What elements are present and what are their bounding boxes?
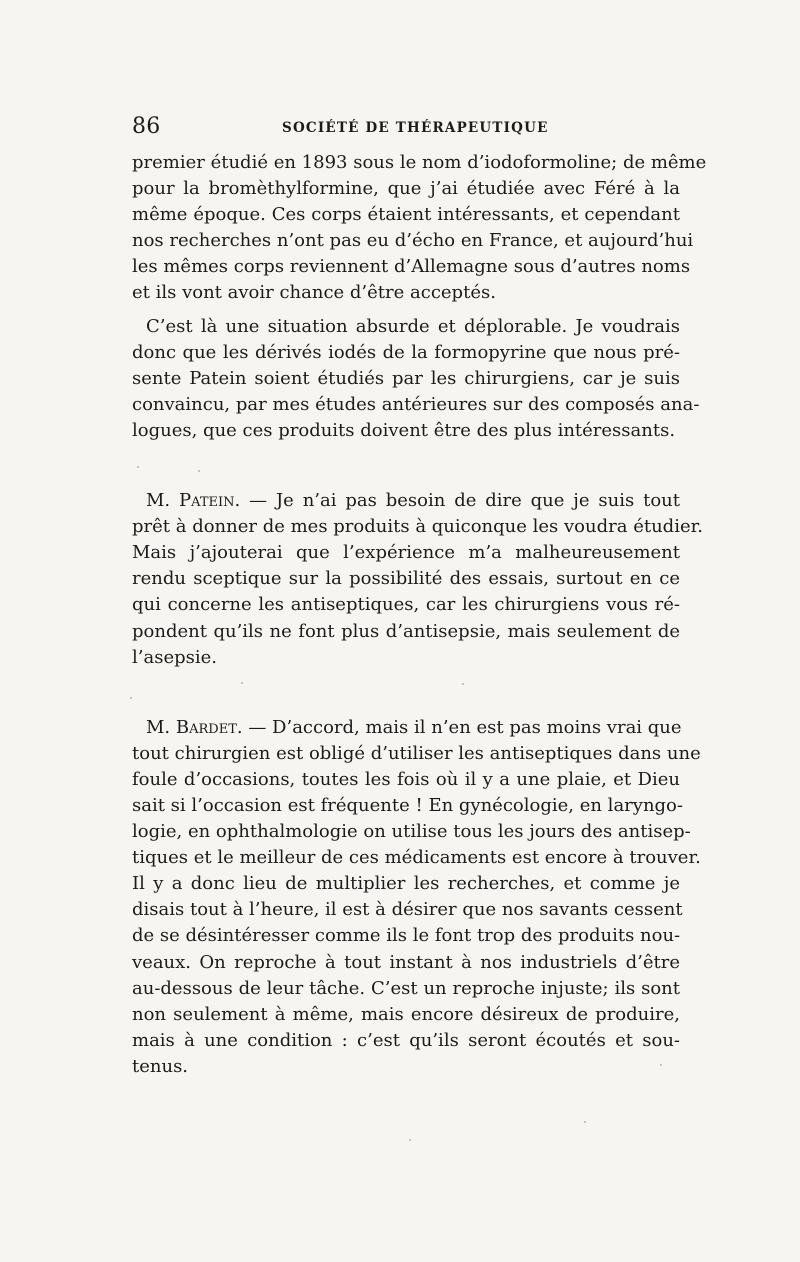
- text-line: rendu sceptique sur la possibilité des essais, surtout en ce: [132, 568, 680, 590]
- speaker-name-patein: Patein: [179, 490, 235, 512]
- scan-speck: [660, 1064, 662, 1066]
- speaker-prefix: M.: [146, 716, 176, 738]
- text-line: Mais j’ajouterai que l’expérience m’a malheureusement: [132, 542, 680, 564]
- text-line: l’asepsie.: [132, 646, 217, 668]
- text-line: foule d’occasions, toutes les fois où il y a une plaie, et Dieu: [132, 768, 680, 790]
- text-line: premier étudié en 1893 sous le nom d’iodoformoline; de même: [132, 152, 707, 173]
- running-title: SOCIÉTÉ DE THÉRAPEUTIQUE: [282, 120, 549, 136]
- text-line: tiques et le meilleur de ces médicaments est encore à trouver.: [132, 847, 701, 869]
- text-line: Il y a donc lieu de multiplier les recherches, et comme je: [132, 873, 680, 895]
- text-line: nos recherches n’ont pas eu d’écho en France, et aujourd’hui: [132, 230, 694, 252]
- text-line: [132, 488, 680, 514]
- text-line: et ils vont avoir chance d’être acceptés.: [132, 282, 496, 304]
- text-line: disais tout à l’heure, il est à désirer que nos savants cessent: [132, 899, 683, 921]
- speaker-remark-start: . — Je n’ai pas besoin de dire que je suis tout: [234, 490, 681, 512]
- text-line: pour la bromèthylformine, que j’ai étudiée avec Féré à la: [132, 178, 680, 200]
- text-line: convaincu, par mes études antérieures sur des composés ana-: [132, 393, 700, 415]
- paragraph-continued: [132, 150, 707, 307]
- paragraph-bardet-reply: [132, 715, 701, 1080]
- text-line: les mêmes corps reviennent d’Allemagne sous d’autres noms: [132, 256, 691, 278]
- text-line: même époque. Ces corps étaient intéressants, et cependant: [132, 204, 680, 226]
- scan-speck: [198, 470, 200, 472]
- speaker-prefix: M.: [146, 490, 180, 512]
- text-line: C’est là une situation absurde et déplorable. Je voudrais: [146, 315, 680, 337]
- text-line: tout chirurgien est obligé d’utiliser les antiseptiques dans une: [132, 742, 701, 764]
- text-line: donc que les dérivés iodés de la formopyrine que nous pré-: [132, 341, 680, 363]
- text-line: veaux. On reproche à tout instant à nos industriels d’être: [132, 951, 680, 973]
- text-line: pondent qu’ils ne font plus d’antisepsie, mais seulement de: [132, 620, 680, 642]
- body-text: [132, 150, 707, 1080]
- text-line: au-dessous de leur tâche. C’est un reproche injuste; ils sont: [132, 977, 680, 999]
- text-line: de se désintéresser comme ils le font trop des produits nou-: [132, 925, 681, 947]
- text-line: sente Patein soient étudiés par les chirurgiens, car je suis: [132, 367, 680, 389]
- text-line: [132, 715, 680, 741]
- text-line: qui concerne les antiseptiques, car les chirurgiens vous ré-: [132, 594, 680, 616]
- text-line: tenus.: [132, 1055, 189, 1077]
- text-line: mais à une condition : c’est qu’ils seront écoutés et sou-: [132, 1029, 680, 1051]
- scan-speck: [137, 466, 139, 468]
- page-number: 86: [132, 114, 161, 139]
- scan-speck: [462, 683, 464, 685]
- scan-speck: [130, 697, 132, 699]
- speaker-name-bardet: Bardet: [175, 716, 237, 738]
- scan-speck: [584, 1121, 586, 1123]
- text-line: non seulement à même, mais encore désireux de produire,: [132, 1003, 680, 1025]
- paragraph-situation-absurde: [132, 314, 700, 444]
- paragraph-patein-remark: [132, 488, 703, 671]
- page-header: [132, 114, 680, 146]
- text-line: prêt à donner de mes produits à quiconque les voudra étudier.: [132, 516, 703, 538]
- speaker-remark-start: . — D’accord, mais il n’en est pas moins vrai que: [236, 716, 682, 738]
- text-line: sait si l’occasion est fréquente ! En gynécologie, en laryngo-: [132, 794, 683, 816]
- text-line: logues, que ces produits doivent être des plus intéressants.: [132, 419, 676, 441]
- scan-speck: [241, 682, 243, 684]
- text-line: logie, en ophthalmologie on utilise tous les jours des antisep-: [132, 821, 691, 843]
- scan-speck: [409, 1139, 411, 1141]
